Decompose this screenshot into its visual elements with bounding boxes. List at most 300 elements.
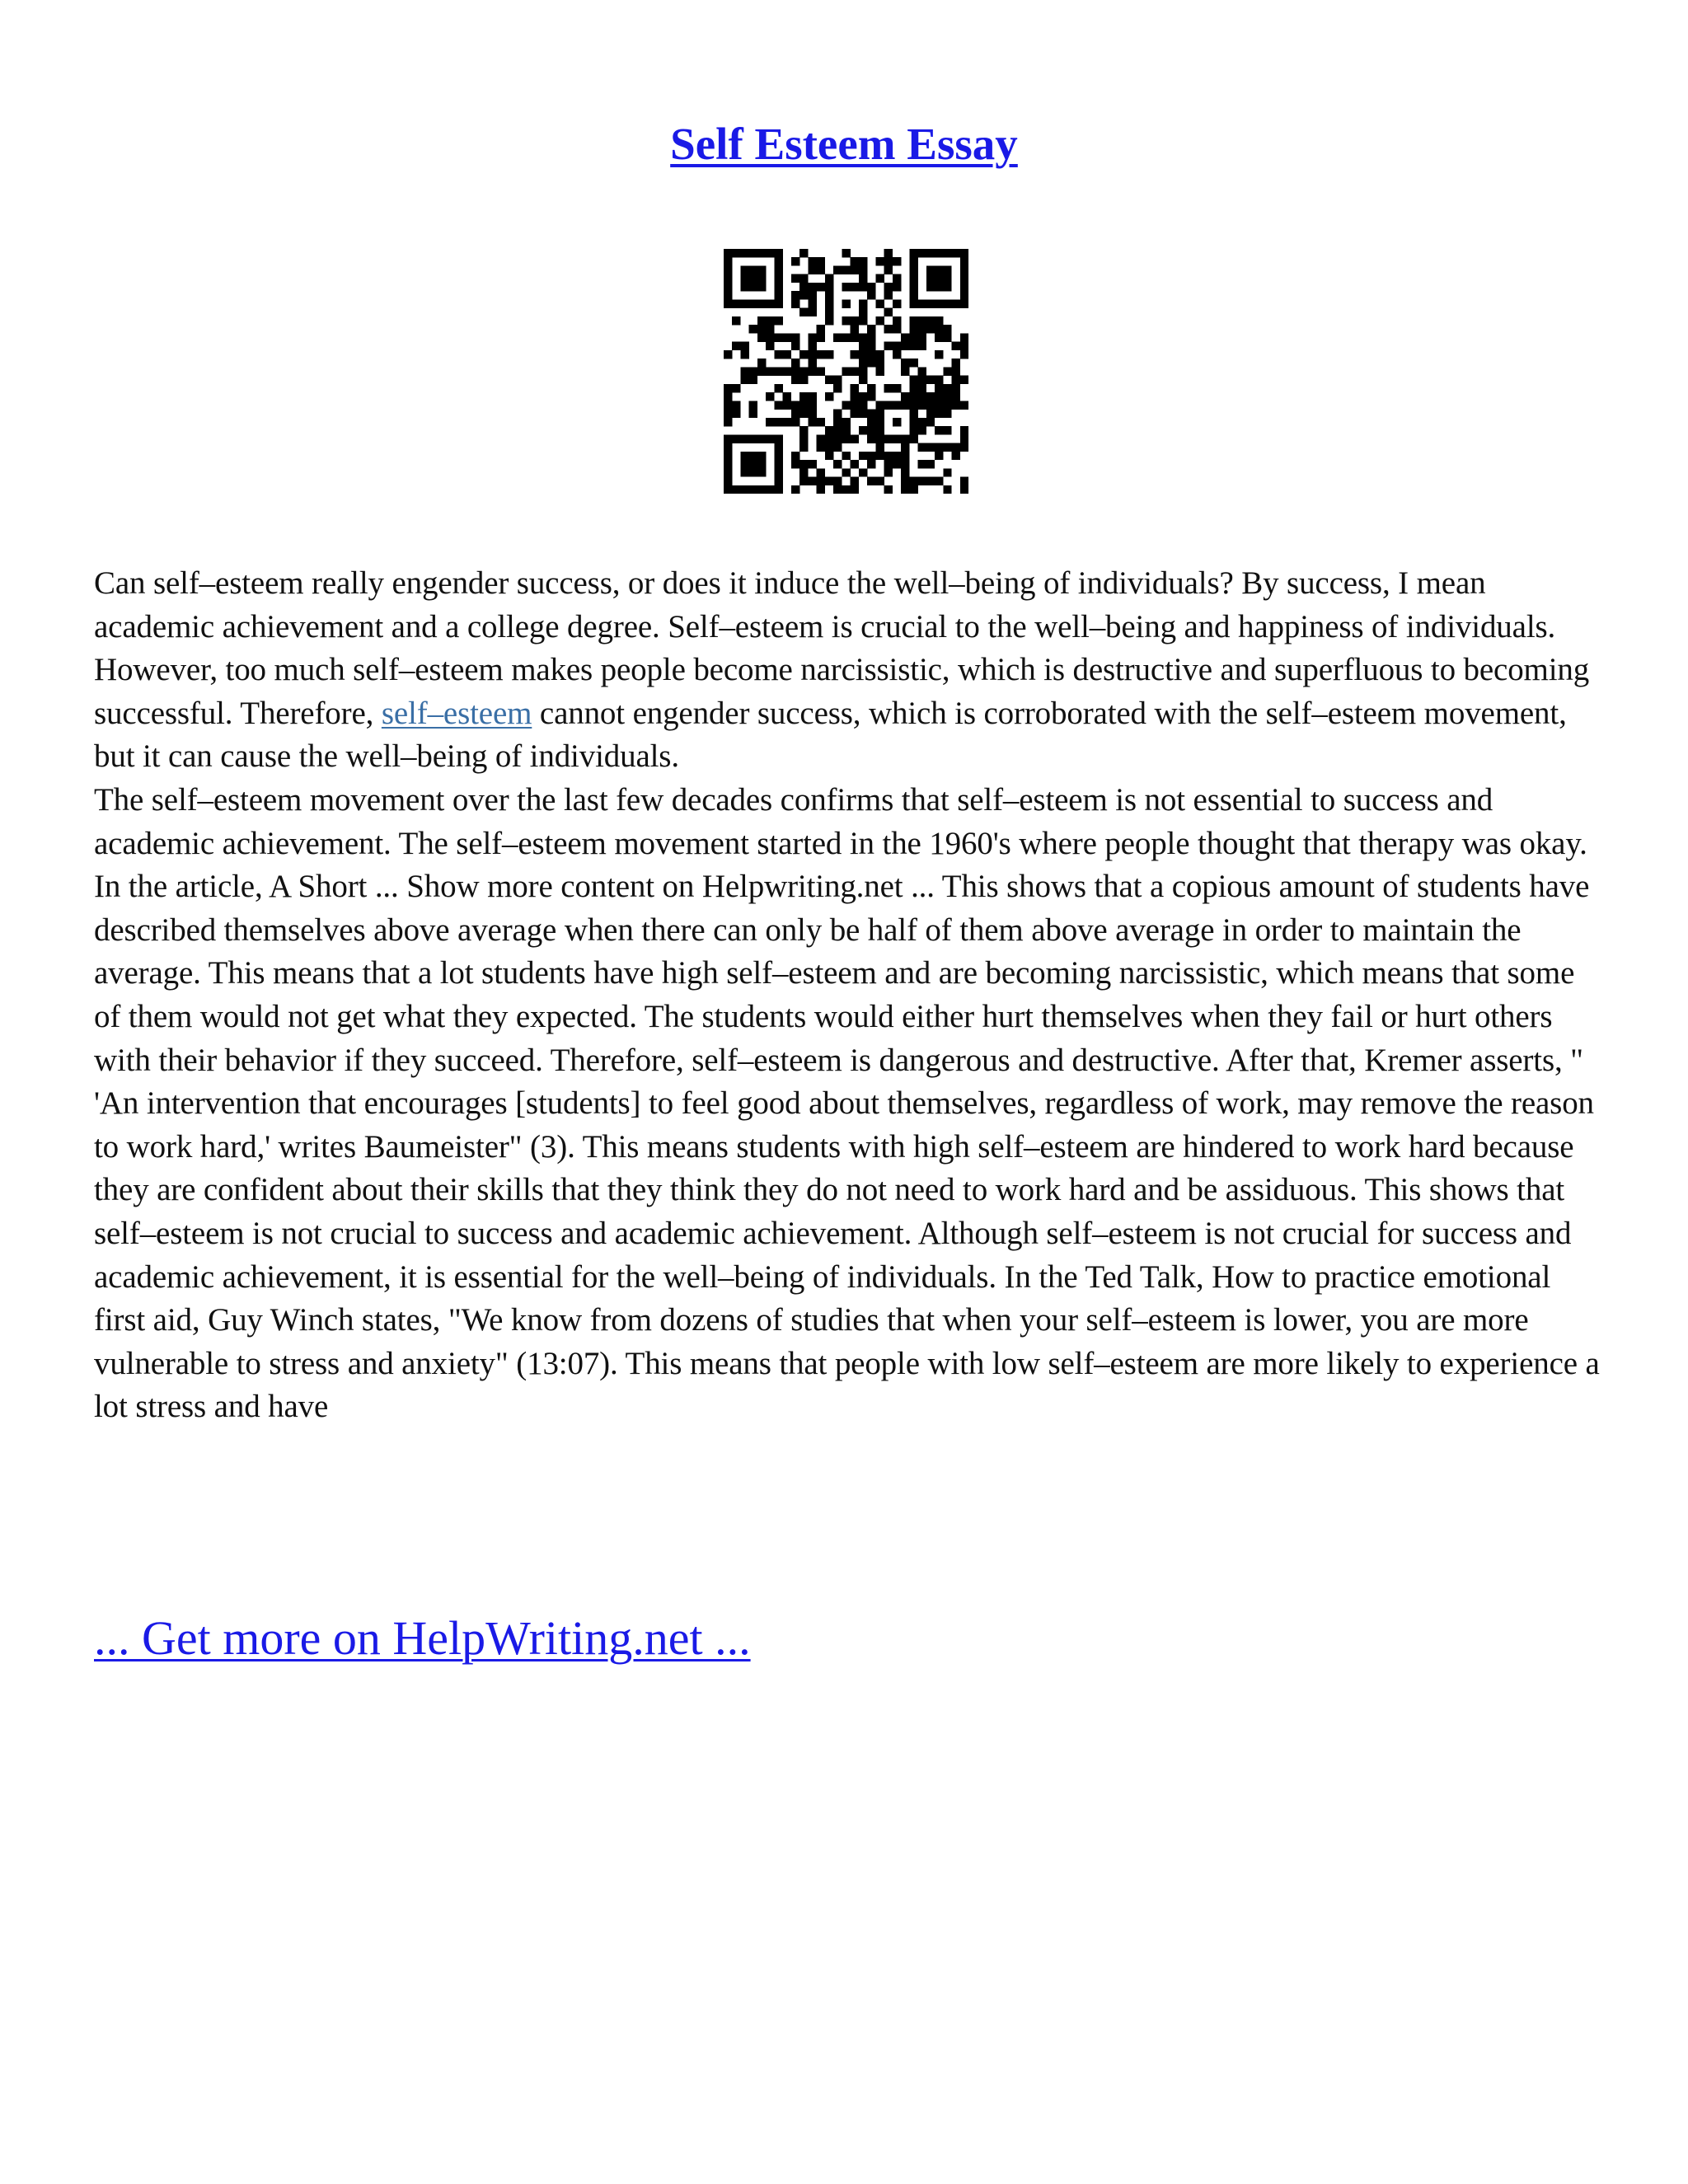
qr-module <box>724 257 732 265</box>
qr-module <box>825 452 833 460</box>
qr-module <box>901 468 909 476</box>
qr-module <box>952 392 960 401</box>
qr-module <box>724 452 732 460</box>
qr-module <box>901 359 909 367</box>
qr-module <box>943 249 951 257</box>
qr-module <box>893 342 901 350</box>
qr-module <box>943 485 951 494</box>
qr-module <box>783 392 791 401</box>
qr-module <box>909 316 917 325</box>
qr-module <box>867 477 875 485</box>
qr-module <box>859 299 867 307</box>
qr-module <box>740 350 748 359</box>
qr-module <box>859 452 867 460</box>
qr-module <box>774 291 782 299</box>
qr-module <box>825 376 833 384</box>
qr-module <box>918 426 926 434</box>
page-title <box>0 115 1688 173</box>
qr-module <box>724 283 732 291</box>
qr-module <box>724 265 732 274</box>
qr-module <box>774 367 782 375</box>
self-esteem-link[interactable]: self–esteem <box>381 695 532 731</box>
qr-module <box>740 468 748 476</box>
qr-module <box>926 325 935 333</box>
qr-module <box>893 401 901 409</box>
qr-module <box>724 410 732 418</box>
qr-module <box>909 485 917 494</box>
qr-module <box>842 426 850 434</box>
qr-module <box>749 283 757 291</box>
qr-module <box>867 325 875 333</box>
qr-module <box>909 434 917 443</box>
qr-module <box>791 291 799 299</box>
qr-module <box>943 274 951 283</box>
qr-module <box>825 274 833 283</box>
qr-module <box>791 342 799 350</box>
qr-module <box>943 265 951 274</box>
qr-module <box>842 316 850 325</box>
qr-module <box>757 359 766 367</box>
qr-module <box>757 249 766 257</box>
qr-module <box>943 443 951 452</box>
qr-module <box>799 308 808 316</box>
qr-module <box>859 308 867 316</box>
qr-module <box>833 477 842 485</box>
qr-module <box>799 283 808 291</box>
qr-module <box>740 485 748 494</box>
qr-module <box>808 342 816 350</box>
qr-module <box>909 376 917 384</box>
qr-module <box>724 401 732 409</box>
qr-module <box>799 443 808 452</box>
essay-paragraph-2: The self–esteem movement over the last few decades confirms that self–esteem is not essential to success and academic achievement. The self–esteem movement started in the 1960's where people thought that therapy was okay. In the article, A Short ... Show more content on Helpwriting.net ... This shows that a copious amount of students have described themselves above average when there can only be half of them above average in order to maintain the average. This means that a lot students have high self–esteem and are becoming narcissistic, which means that some of them would not get what they expected. The students would either hurt themselves when they fail or hurt others with their behavior if they succeed. Therefore, self–esteem is dangerous and destructive. After that, Kremer asserts, " 'An intervention that encourages [students] to feel good about themselves, regardless of work, may remove the reason to work hard,' writes Baumeister" (3). This means students with high self–esteem are hindered to work hard because they are confident about their skills that they think they do not need to work hard and be assiduous. This shows that self–esteem is not crucial to success and academic achievement. Although self–esteem is not crucial for success and academic achievement, it is essential for the well–being of individuals. In the Ted Talk, How to practice emotional first aid, Guy Winch states, "We know from dozens of studies that when your self–esteem is lower, you are more vulnerable to stress and anxiety" (13:07). This means that people with low self–esteem are more likely to experience a lot stress and have <box>94 781 1600 1425</box>
qr-module <box>791 274 799 283</box>
qr-module <box>842 401 850 409</box>
qr-module <box>960 274 968 283</box>
qr-module <box>893 325 901 333</box>
qr-module <box>859 359 867 367</box>
qr-module <box>724 299 732 307</box>
qr-module <box>774 452 782 460</box>
qr-module <box>808 283 816 291</box>
qr-module <box>909 410 917 418</box>
qr-module <box>749 325 757 333</box>
qr-module <box>926 477 935 485</box>
qr-module <box>935 350 943 359</box>
qr-module <box>774 265 782 274</box>
qr-module <box>808 477 816 485</box>
qr-module <box>757 468 766 476</box>
qr-module <box>926 460 935 468</box>
qr-module <box>935 392 943 401</box>
qr-module <box>918 401 926 409</box>
qr-module <box>842 452 850 460</box>
qr-module <box>952 249 960 257</box>
qr-module <box>875 350 884 359</box>
qr-module <box>833 376 842 384</box>
qr-module <box>960 434 968 443</box>
qr-module <box>901 367 909 375</box>
qr-module <box>943 468 951 476</box>
qr-module <box>935 299 943 307</box>
qr-module <box>893 257 901 265</box>
qr-module <box>875 316 884 325</box>
qr-module <box>918 418 926 426</box>
qr-module <box>799 434 808 443</box>
qr-module <box>918 299 926 307</box>
qr-module <box>859 392 867 401</box>
qr-module <box>817 468 825 476</box>
qr-module <box>791 452 799 460</box>
qr-module <box>833 333 842 341</box>
qr-module <box>783 350 791 359</box>
qr-module <box>799 401 808 409</box>
qr-module <box>851 384 859 392</box>
get-more-link[interactable]: ... Get more on HelpWriting.net ... <box>94 1611 751 1665</box>
qr-module <box>749 401 757 409</box>
qr-module <box>867 426 875 434</box>
qr-module <box>918 325 926 333</box>
qr-module <box>875 443 884 452</box>
qr-module <box>732 485 740 494</box>
qr-module <box>825 291 833 299</box>
qr-module <box>774 283 782 291</box>
qr-module <box>867 418 875 426</box>
qr-module <box>909 249 917 257</box>
qr-module <box>926 392 935 401</box>
qr-module <box>724 291 732 299</box>
qr-module <box>918 249 926 257</box>
qr-module <box>943 384 951 392</box>
qr-module <box>766 418 774 426</box>
qr-module <box>875 359 884 367</box>
qr-module <box>740 367 748 375</box>
qr-module <box>732 299 740 307</box>
qr-module <box>851 434 859 443</box>
qr-module <box>851 401 859 409</box>
qr-module <box>884 249 893 257</box>
qr-module <box>909 342 917 350</box>
qr-module <box>909 299 917 307</box>
qr-module <box>875 452 884 460</box>
qr-module <box>867 291 875 299</box>
qr-module <box>909 283 917 291</box>
qr-module <box>808 367 816 375</box>
qr-module <box>918 367 926 375</box>
qr-module <box>774 460 782 468</box>
qr-module <box>766 434 774 443</box>
qr-module <box>926 376 935 384</box>
qr-module <box>884 291 893 299</box>
qr-module <box>884 401 893 409</box>
qr-module <box>774 249 782 257</box>
qr-module <box>935 249 943 257</box>
qr-module <box>918 392 926 401</box>
qr-module <box>935 283 943 291</box>
qr-module <box>833 485 842 494</box>
qr-module <box>893 452 901 460</box>
qr-module <box>859 257 867 265</box>
qr-module <box>901 485 909 494</box>
qr-module <box>901 477 909 485</box>
qr-module <box>791 299 799 307</box>
qr-module <box>909 418 917 426</box>
qr-module <box>808 392 816 401</box>
qr-module <box>859 333 867 341</box>
qr-module <box>893 418 901 426</box>
qr-module <box>859 350 867 359</box>
qr-module <box>926 316 935 325</box>
qr-module <box>893 316 901 325</box>
qr-module <box>799 291 808 299</box>
qr-module <box>732 410 740 418</box>
qr-module <box>926 283 935 291</box>
qr-module <box>757 452 766 460</box>
qr-module <box>825 299 833 307</box>
qr-module <box>808 350 816 359</box>
qr-module <box>842 367 850 375</box>
qr-module <box>740 452 748 460</box>
qr-module <box>766 342 774 350</box>
qr-module <box>909 477 917 485</box>
qr-module <box>859 468 867 476</box>
qr-module <box>901 460 909 468</box>
qr-module <box>724 392 732 401</box>
qr-module <box>842 333 850 341</box>
qr-module <box>825 308 833 316</box>
qr-module <box>766 299 774 307</box>
qr-module <box>952 299 960 307</box>
qr-module <box>799 468 808 476</box>
qr-module <box>943 325 951 333</box>
qr-module <box>724 460 732 468</box>
qr-module <box>851 325 859 333</box>
qr-module <box>817 485 825 494</box>
qr-module <box>851 316 859 325</box>
qr-module <box>842 485 850 494</box>
qr-module <box>909 265 917 274</box>
qr-module <box>842 265 850 274</box>
qr-module <box>859 265 867 274</box>
qr-module <box>884 460 893 468</box>
qr-module <box>749 376 757 384</box>
qr-module <box>732 249 740 257</box>
qr-module <box>918 460 926 468</box>
qr-module <box>952 452 960 460</box>
qr-module <box>893 350 901 359</box>
qr-module <box>732 384 740 392</box>
qr-module <box>757 316 766 325</box>
qr-module <box>918 443 926 452</box>
qr-module <box>774 316 782 325</box>
essay-paragraph-1 <box>94 562 1602 779</box>
qr-module <box>724 249 732 257</box>
qr-module <box>935 325 943 333</box>
qr-module <box>926 249 935 257</box>
qr-module <box>952 443 960 452</box>
qr-module <box>952 384 960 392</box>
qr-module <box>960 350 968 359</box>
qr-module <box>799 376 808 384</box>
qr-module <box>783 333 791 341</box>
qr-module <box>757 274 766 283</box>
qr-module <box>808 308 816 316</box>
qr-module <box>774 257 782 265</box>
qr-module <box>943 392 951 401</box>
qr-module <box>960 443 968 452</box>
essay-body <box>94 562 1602 1429</box>
qr-module <box>943 283 951 291</box>
qr-module <box>893 384 901 392</box>
qr-module <box>833 418 842 426</box>
qr-module <box>884 452 893 460</box>
qr-module <box>724 434 732 443</box>
qr-module <box>749 452 757 460</box>
qr-module <box>893 283 901 291</box>
qr-module <box>817 350 825 359</box>
qr-module <box>935 376 943 384</box>
qr-module <box>766 485 774 494</box>
qr-module <box>859 342 867 350</box>
qr-module <box>901 452 909 460</box>
qr-module <box>757 367 766 375</box>
qr-module <box>774 443 782 452</box>
qr-module <box>791 333 799 341</box>
qr-module <box>799 350 808 359</box>
qr-module <box>909 392 917 401</box>
qr-module <box>909 426 917 434</box>
qr-module <box>935 401 943 409</box>
qr-module <box>791 410 799 418</box>
qr-module <box>859 283 867 291</box>
qr-code-image <box>724 249 968 494</box>
qr-module <box>952 342 960 350</box>
qr-module <box>799 410 808 418</box>
qr-module <box>808 291 816 299</box>
qr-module <box>867 460 875 468</box>
qr-module <box>808 359 816 367</box>
title-link[interactable]: Self Esteem Essay <box>670 119 1018 169</box>
qr-module <box>875 477 884 485</box>
qr-module <box>952 376 960 384</box>
qr-module <box>724 350 732 359</box>
qr-module <box>901 434 909 443</box>
qr-module <box>859 401 867 409</box>
qr-module <box>875 410 884 418</box>
qr-module <box>960 401 968 409</box>
qr-module <box>875 434 884 443</box>
qr-module <box>867 434 875 443</box>
qr-module <box>749 434 757 443</box>
qr-module <box>774 418 782 426</box>
qr-module <box>867 410 875 418</box>
qr-module <box>909 274 917 283</box>
qr-module <box>842 249 850 257</box>
qr-module <box>774 468 782 476</box>
qr-module <box>817 283 825 291</box>
qr-module <box>766 367 774 375</box>
qr-module <box>875 401 884 409</box>
qr-module <box>749 367 757 375</box>
qr-module <box>842 299 850 307</box>
qr-module <box>808 265 816 274</box>
qr-module <box>867 350 875 359</box>
get-more-link-container <box>94 1610 751 1667</box>
qr-module <box>851 350 859 359</box>
qr-module <box>960 257 968 265</box>
qr-module <box>825 350 833 359</box>
qr-module <box>808 418 816 426</box>
qr-module <box>724 418 732 426</box>
qr-module <box>935 333 943 341</box>
qr-module <box>799 274 808 283</box>
qr-module <box>851 367 859 375</box>
qr-module <box>875 418 884 426</box>
qr-module <box>833 410 842 418</box>
qr-module <box>749 468 757 476</box>
qr-module <box>859 274 867 283</box>
qr-module <box>799 477 808 485</box>
qr-module <box>791 376 799 384</box>
qr-module <box>935 316 943 325</box>
qr-module <box>774 434 782 443</box>
qr-module <box>808 299 816 307</box>
qr-module <box>825 443 833 452</box>
qr-module <box>774 477 782 485</box>
qr-module <box>943 401 951 409</box>
qr-module <box>884 434 893 443</box>
qr-module <box>791 359 799 367</box>
qr-module <box>952 359 960 367</box>
qr-module <box>833 265 842 274</box>
qr-module <box>859 410 867 418</box>
qr-module <box>851 392 859 401</box>
qr-module <box>833 434 842 443</box>
qr-module <box>935 443 943 452</box>
qr-module <box>724 485 732 494</box>
qr-module <box>935 477 943 485</box>
qr-module <box>825 392 833 401</box>
qr-module <box>724 443 732 452</box>
qr-module <box>926 265 935 274</box>
qr-module <box>791 257 799 265</box>
qr-module <box>817 257 825 265</box>
qr-module <box>757 325 766 333</box>
qr-module <box>867 283 875 291</box>
qr-module <box>851 283 859 291</box>
qr-module <box>935 384 943 392</box>
qr-module <box>960 299 968 307</box>
qr-module <box>909 325 917 333</box>
qr-module <box>833 443 842 452</box>
qr-module <box>867 333 875 341</box>
qr-module <box>740 265 748 274</box>
qr-module <box>783 418 791 426</box>
qr-module <box>842 418 850 426</box>
qr-module <box>732 316 740 325</box>
qr-module <box>867 392 875 401</box>
qr-module <box>825 316 833 325</box>
qr-module <box>884 468 893 476</box>
qr-module <box>817 333 825 341</box>
qr-module <box>901 342 909 350</box>
qr-module <box>766 249 774 257</box>
qr-module <box>875 274 884 283</box>
qr-module <box>926 418 935 426</box>
paragraph-1-text-end: cannot engender success, which is corroborated with the self–esteem movement, but it can cause the well–being of individuals. <box>94 695 1567 775</box>
qr-module <box>757 485 766 494</box>
qr-module <box>960 426 968 434</box>
